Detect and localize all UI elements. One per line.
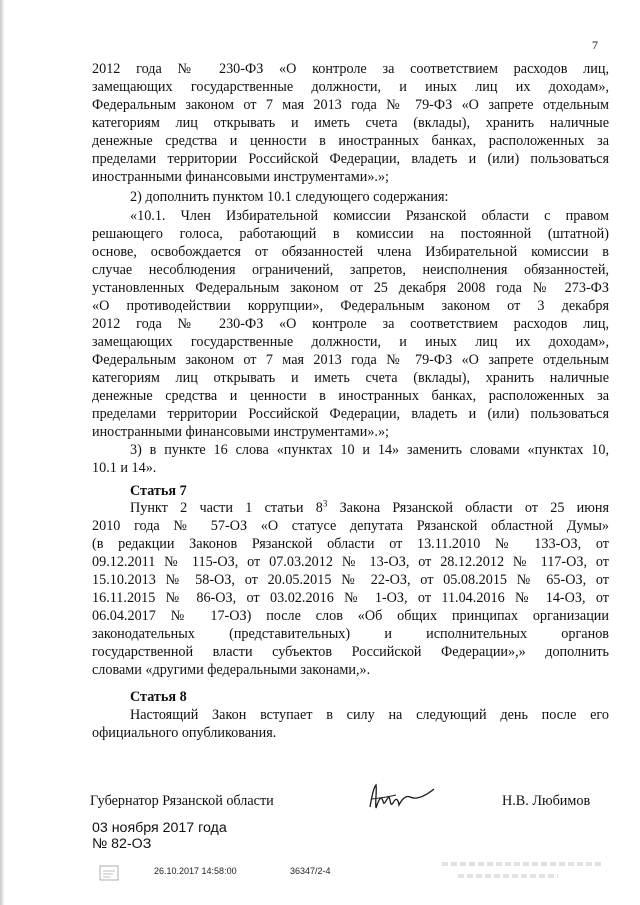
body-line: 3) в пункте 16 слова «пунктах 10 и 14» заменить словами «пунктах 10, bbox=[130, 442, 609, 458]
body-line: случае несоблюдения ограничений, запретов, неисполнения обязанностей, bbox=[92, 262, 609, 278]
body-line: Федеральным законом от 7 мая 2013 года № 79-ФЗ «О запрете отдельным bbox=[92, 97, 609, 113]
law-date: 03 ноября 2017 года bbox=[92, 820, 227, 836]
article-8-heading: Статья 8 bbox=[130, 689, 187, 705]
law-number: № 82-ОЗ bbox=[92, 836, 152, 852]
article-7-heading: Статья 7 bbox=[130, 483, 187, 499]
footer-timestamp: 26.10.2017 14:58:00 bbox=[154, 866, 237, 876]
article-7-line: 15.10.2013 № 58-ОЗ, от 20.05.2015 № 22-ОЗ, от 05.08.2015 № 65-ОЗ, от bbox=[92, 572, 609, 588]
handwritten-signature bbox=[366, 781, 438, 813]
body-line: «О противодействии коррупции», Федеральным законом от 3 декабря bbox=[92, 298, 609, 314]
article-7-line: 2010 года № 57-ОЗ «О статусе депутата Рязанской областной Думы» bbox=[92, 518, 609, 534]
body-line: основе, освобождается от обязанностей члена Избирательной комиссии в bbox=[92, 244, 609, 260]
governor-name: Н.В. Любимов bbox=[502, 793, 591, 809]
article-8-line-2: официального опубликования. bbox=[92, 725, 277, 741]
article-7-line: законодательных (представительных) и исполнительных органов bbox=[92, 626, 609, 642]
body-line: 2) дополнить пунктом 10.1 следующего содержания: bbox=[130, 189, 449, 205]
body-line: Федеральным законом от 7 мая 2013 года № 79-ФЗ «О запрете отдельным bbox=[92, 352, 609, 368]
body-line: денежные средства и ценности в иностранных банках, расположенных за bbox=[92, 133, 609, 149]
body-line: 10.1 и 14». bbox=[92, 460, 157, 476]
body-line: денежные средства и ценности в иностранных банках, расположенных за bbox=[92, 388, 609, 404]
page-number: 7 bbox=[592, 38, 598, 52]
article-7-line: государственной власти субъектов Российской Федерации»,» дополнить bbox=[92, 644, 609, 660]
body-line: установленных Федеральным законом от 25 декабря 2008 года № 273-ФЗ bbox=[92, 280, 609, 296]
body-line: категориям лиц открывать и иметь счета (вклады), хранить наличные bbox=[92, 115, 609, 131]
body-line: пределами территории Российской Федерации, владеть и (или) пользоваться bbox=[92, 151, 609, 167]
body-line: «10.1. Член Избирательной комиссии Рязанской области с правом bbox=[130, 208, 609, 224]
body-line: категориям лиц открывать и иметь счета (вклады), хранить наличные bbox=[92, 370, 609, 386]
article-7-line: 16.11.2015 № 86-ОЗ, от 03.02.2016 № 1-ОЗ, от 11.04.2016 № 14-ОЗ, от bbox=[92, 590, 609, 606]
body-line: пределами территории Российской Федерации, владеть и (или) пользоваться bbox=[92, 406, 609, 422]
registry-stamp-icon bbox=[98, 863, 120, 883]
article-7-first-line: Пункт 2 части 1 статьи $8^3$ Закона Рязанской области от 25 июня bbox=[130, 498, 609, 516]
article-7-line: (в редакции Законов Рязанской области от 13.11.2010 № 133-ОЗ, от bbox=[92, 536, 609, 552]
body-line: иностранными финансовыми инструментами».»; bbox=[92, 424, 389, 440]
body-line: замещающих государственные должности, и иных лиц их доходам», bbox=[92, 334, 609, 350]
faint-watermark bbox=[438, 854, 608, 884]
body-line: иностранными финансовыми инструментами».»; bbox=[92, 169, 389, 185]
governor-title: Губернатор Рязанской области bbox=[90, 793, 274, 809]
scan-edge bbox=[0, 0, 4, 905]
article-7-line: 06.04.2017 № 17-ОЗ) после слов «Об общих принципах организации bbox=[92, 608, 609, 624]
body-line: замещающих государственные должности, и иных лиц их доходам», bbox=[92, 79, 609, 95]
article-7-line: 09.12.2011 № 115-ОЗ, от 07.03.2012 № 13-ОЗ, от 28.12.2012 № 117-ОЗ, от bbox=[92, 554, 609, 570]
article-7-last-line: словами «другими федеральными законами,». bbox=[92, 662, 371, 678]
article-8-line-1: Настоящий Закон вступает в силу на следующий день после его bbox=[130, 707, 609, 723]
body-line: 2012 года № 230-ФЗ «О контроле за соответствием расходов лиц, bbox=[92, 316, 609, 332]
body-line: 2012 года № 230-ФЗ «О контроле за соответствием расходов лиц, bbox=[92, 61, 609, 77]
footer-doc-code: 36347/2-4 bbox=[290, 866, 331, 876]
body-line: решающего голоса, работающий в комиссии на постоянной (штатной) bbox=[92, 226, 609, 242]
